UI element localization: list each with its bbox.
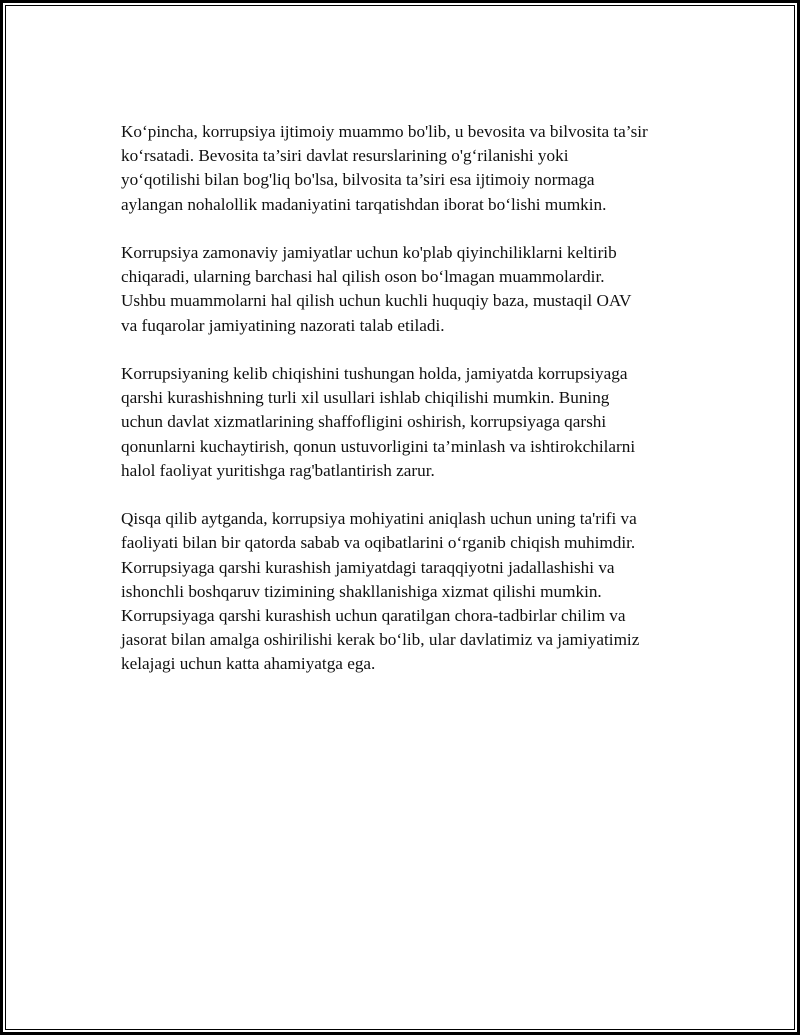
paragraph-line: jasorat bilan amalga oshirilishi kerak bo‘lib, ular davlatimiz va jamiyatimiz: [121, 630, 640, 650]
paragraph-line: Korrupsiyaga qarshi kurashish uchun qaratilgan chora-tadbirlar chilim va: [121, 606, 626, 626]
paragraph-line: Ushbu muammolarni hal qilish uchun kuchli huquqiy baza, mustaqil OAV: [121, 291, 632, 311]
document-body: [121, 120, 701, 701]
paragraph-line: Korrupsiyaning kelib chiqishini tushungan holda, jamiyatda korrupsiyaga: [121, 364, 628, 383]
paragraph-line: yo‘qotilishi bilan bog'liq bo'lsa, bilvosita ta’siri esa ijtimoiy normaga: [121, 170, 595, 190]
paragraph-line: chiqaradi, ularning barchasi hal qilish oson bo‘lmagan muammolardir.: [121, 267, 605, 287]
paragraph-line: Qisqa qilib aytganda, korrupsiya mohiyatini aniqlash uchun uning ta'rifi va: [121, 509, 637, 529]
paragraph-line: va fuqarolar jamiyatining nazorati talab etiladi.: [121, 315, 445, 335]
paragraph-line: Korrupsiya zamonaviy jamiyatlar uchun ko'plab qiyinchiliklarni keltirib: [121, 243, 617, 262]
paragraph-line: Korrupsiyaga qarshi kurashish jamiyatdagi taraqqiyotni jadallashishi va: [121, 557, 615, 577]
paragraph-line: ishonchli boshqaruv tizimining shakllanishiga xizmat qilishi mumkin.: [121, 581, 602, 601]
paragraph-line: ko‘rsatadi. Bevosita ta’siri davlat resurslarining o'g‘rilanishi yoki: [121, 146, 569, 166]
paragraph-2: [121, 241, 701, 338]
paragraph-4: [121, 507, 701, 676]
paragraph-3: [121, 362, 701, 483]
paragraph-line: uchun davlat xizmatlarining shaffofligini oshirish, korrupsiyaga qarshi: [121, 412, 607, 432]
paragraph-line: halol faoliyat yuritishga rag'batlantirish zarur.: [121, 460, 435, 480]
paragraph-line: qarshi kurashishning turli xil usullari ishlab chiqilishi mumkin. Buning: [121, 388, 610, 408]
paragraph-line: aylangan nohalollik madaniyatini tarqatishdan iborat bo‘lishi mumkin.: [121, 194, 607, 214]
paragraph-1: [121, 120, 701, 217]
paragraph-line: faoliyati bilan bir qatorda sabab va oqibatlarini o‘rganib chiqish muhimdir.: [121, 533, 636, 553]
paragraph-line: Ko‘pincha, korrupsiya ijtimoiy muammo bo'lib, u bevosita va bilvosita ta’sir: [121, 122, 648, 141]
paragraph-line: kelajagi uchun katta ahamiyatga ega.: [121, 654, 376, 674]
paragraph-line: qonunlarni kuchaytirish, qonun ustuvorligini ta’minlash va ishtirokchilarni: [121, 436, 636, 456]
